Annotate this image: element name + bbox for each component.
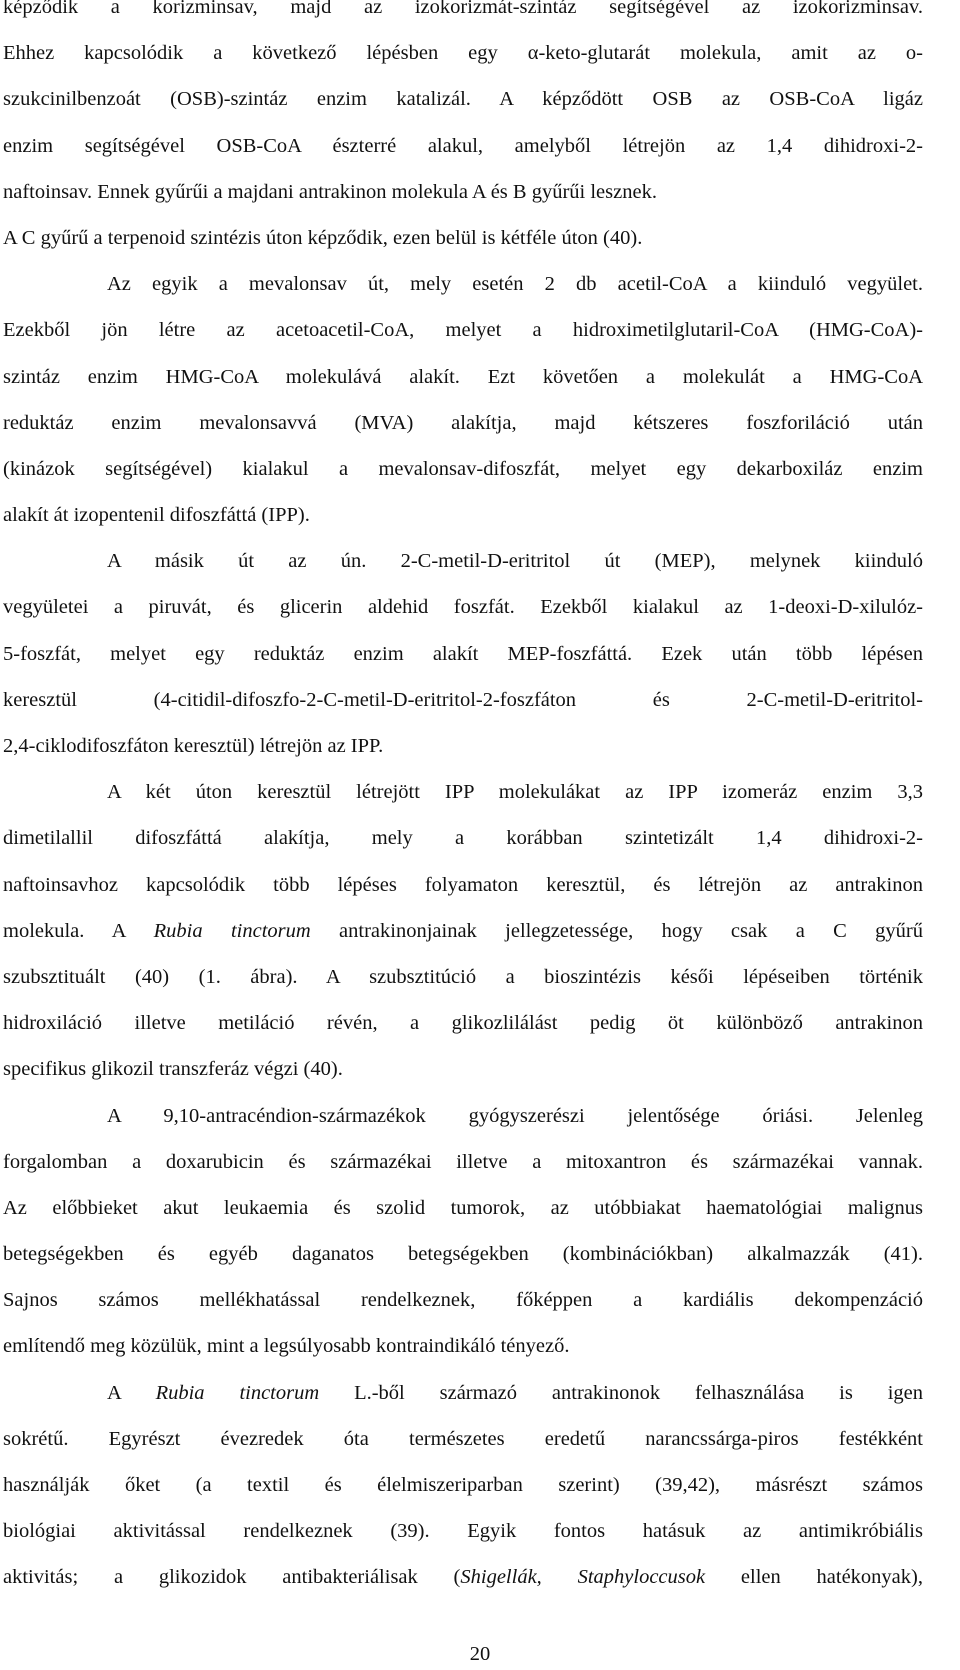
text-line: betegségekben és egyéb daganatos betegségekben (kombinációkban) alkalmazzák (41). <box>3 1243 923 1266</box>
text-line: biológiai aktivitással rendelkeznek (39). Egyik fontos hatásuk az antimikróbiális <box>3 1520 923 1543</box>
text-line: használják őket (a textil és élelmiszeriparban szerint) (39,42), másrészt számos <box>3 1474 923 1496</box>
text-line: szubsztituált (40) (1. ábra). A szubsztitúció a bioszintézis késői lépéseiben történik <box>3 965 923 988</box>
text-line: 2,4-ciklodifoszfáton keresztül) létrejön az IPP. <box>3 735 384 757</box>
text-line: sokrétű. Egyrészt évezredek óta természetes eredetű narancssárga-piros festékként <box>3 1427 923 1450</box>
text-line: képződik a korizminsav, majd az izokorizmát-szintáz segítségével az izokorizminsav. <box>3 0 923 18</box>
text-line: alakít át izopentenil difoszfáttá (IPP). <box>3 504 310 527</box>
text-line: dimetilallil difoszfáttá alakítja, mely a korábban szintetizált 1,4 dihidroxi-2- <box>3 827 923 850</box>
text-line: vegyületei a piruvát, és glicerin aldehid foszfát. Ezekből kialakul az 1-deoxi-D-xilulóz- <box>3 596 923 619</box>
text-line: A C gyűrű a terpenoid szintézis úton képződik, ezen belül is kétféle úton (40). <box>3 226 643 249</box>
text-line: molekula. A Rubia tinctorum antrakinonjainak jellegzetessége, hogy csak a C gyűrű <box>3 919 923 942</box>
text-line: A 9,10-antracéndion-származékok gyógyszerészi jelentősége óriási. Jelenleg <box>107 1104 923 1127</box>
text-line: Az előbbieket akut leukaemia és szolid tumorok, az utóbbiakat haematológiai malignus <box>3 1196 923 1219</box>
text-line: keresztül (4-citidil-difoszfo-2-C-metil-D-eritritol-2-foszfáton és 2-C-metil-D-eritritol- <box>3 688 923 711</box>
text-line: hidroxiláció illetve metiláció révén, a glikozlilálást pedig öt különböző antrakinon <box>3 1012 923 1035</box>
species-name: Rubia tinctorum <box>153 919 311 942</box>
text-line: említendő meg közülük, mint a legsúlyosabb kontraindikáló tényező. <box>3 1335 570 1358</box>
text-line: A másik út az ún. 2-C-metil-D-eritritol út (MEP), melynek kiinduló <box>107 550 923 573</box>
page-number: 20 <box>469 1643 491 1665</box>
text-line: A két úton keresztül létrejött IPP molekulákat az IPP izomeráz enzim 3,3 <box>107 781 923 804</box>
text-line: naftoinsav. Ennek gyűrűi a majdani antrakinon molekula A és B gyűrűi lesznek. <box>3 180 657 203</box>
text-line: szukcinilbenzoát (OSB)-szintáz enzim katalizál. A képződött OSB az OSB-CoA ligáz <box>3 88 923 111</box>
text-line: Az egyik a mevalonsav út, mely esetén 2 db acetil-CoA a kiinduló vegyület. <box>107 273 923 296</box>
body-text <box>3 0 923 1609</box>
text-line: szintáz enzim HMG-CoA molekulává alakít. Ezt követően a molekulát a HMG-CoA <box>3 365 923 388</box>
species-name: Rubia tinctorum <box>155 1381 320 1404</box>
text-line: enzim segítségével OSB-CoA észterré alakul, amelyből létrejön az 1,4 dihidroxi-2- <box>3 134 923 157</box>
text-line: (kinázok segítségével) kialakul a mevalonsav-difoszfát, melyet egy dekarboxiláz enzim <box>3 457 923 480</box>
text-line: Ehhez kapcsolódik a következő lépésben egy α-keto-glutarát molekula, amit az o- <box>3 42 923 65</box>
text-line: forgalomban a doxarubicin és származékai illetve a mitoxantron és származékai vannak. <box>3 1150 923 1173</box>
text-line: reduktáz enzim mevalonsavvá (MVA) alakítja, majd kétszeres foszforiláció után <box>3 411 923 434</box>
text-line: aktivitás; a glikozidok antibakteriálisak (Shigellák, Staphyloccusok ellen hatékonyak), <box>3 1566 923 1589</box>
text-line: specifikus glikozil transzferáz végzi (40). <box>3 1058 343 1081</box>
text-line: Sajnos számos mellékhatással rendelkeznek, főképpen a kardiális dekompenzáció <box>3 1289 923 1312</box>
species-name: Shigellák, Staphyloccusok <box>460 1566 706 1589</box>
text-line: 5-foszfát, melyet egy reduktáz enzim alakít MEP-foszfáttá. Ezek után több lépésen <box>3 642 923 665</box>
text-line: A Rubia tinctorum L.-ből származó antrakinonok felhasználása is igen <box>107 1381 924 1404</box>
text-line: naftoinsavhoz kapcsolódik több lépéses folyamaton keresztül, és létrejön az antrakinon <box>3 873 923 896</box>
text-line: Ezekből jön létre az acetoacetil-CoA, melyet a hidroximetilglutaril-CoA (HMG-CoA)- <box>3 319 923 342</box>
